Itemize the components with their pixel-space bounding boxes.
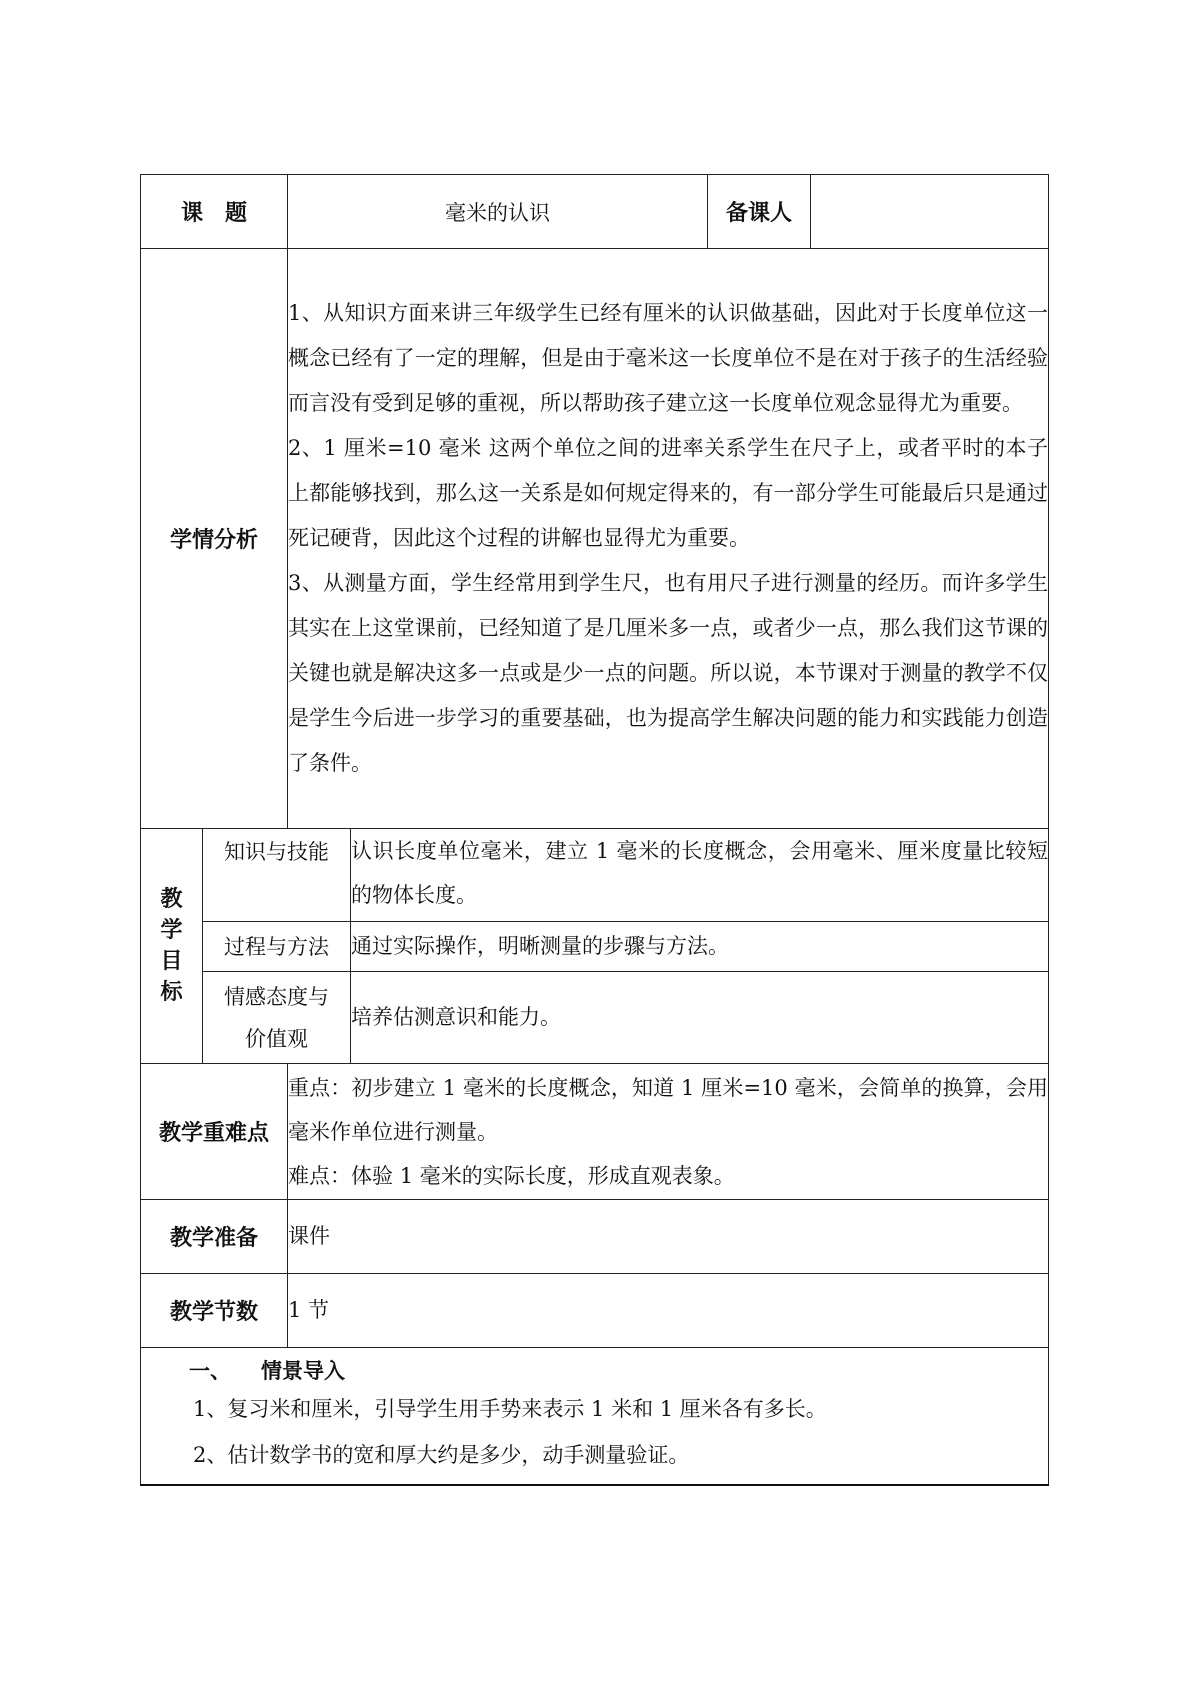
goals-label bbox=[141, 829, 203, 1064]
preparation-label: 教学准备 bbox=[141, 1200, 288, 1274]
goal-name-knowledge: 知识与技能 bbox=[203, 829, 351, 922]
goal-row-attitude bbox=[141, 972, 1049, 1064]
process-step-2: 2、估计数学书的宽和厚大约是多少，动手测量验证。 bbox=[193, 1443, 690, 1467]
sessions-value: 1 节 bbox=[288, 1274, 1049, 1348]
goal-name-process: 过程与方法 bbox=[203, 922, 351, 972]
section-number: 一、 bbox=[189, 1359, 231, 1383]
preparer-value bbox=[811, 175, 1049, 249]
section-title: 情景导入 bbox=[261, 1359, 345, 1383]
section-heading bbox=[141, 1356, 1048, 1386]
sessions-row bbox=[141, 1274, 1049, 1348]
sessions-label: 教学节数 bbox=[141, 1274, 288, 1348]
lesson-plan-table bbox=[140, 174, 1049, 1486]
header-row bbox=[141, 175, 1049, 249]
topic-value: 毫米的认识 bbox=[288, 175, 708, 249]
process-content bbox=[141, 1348, 1049, 1486]
preparer-label: 备课人 bbox=[708, 175, 811, 249]
process-row bbox=[141, 1348, 1049, 1486]
goal-row-knowledge bbox=[141, 829, 1049, 922]
analysis-label: 学情分析 bbox=[141, 249, 288, 829]
key-points-focus: 重点：初步建立 1 毫米的长度概念，知道 1 厘米=10 毫米，会简单的换算，会用毫米作单位进行测量。 bbox=[288, 1075, 1049, 1144]
goal-text-knowledge: 认识长度单位毫米，建立 1 毫米的长度概念，会用毫米、厘米度量比较短的物体长度。 bbox=[351, 829, 1049, 922]
key-points-row bbox=[141, 1064, 1049, 1200]
lesson-plan-page bbox=[140, 174, 1048, 1486]
preparation-row bbox=[141, 1200, 1049, 1274]
goal-row-process bbox=[141, 922, 1049, 972]
analysis-content bbox=[288, 249, 1049, 829]
analysis-paragraph-2: 2、1 厘米=10 毫米 这两个单位之间的进率关系学生在尺子上，或者平时的本子上都能够找到，那么这一关系是如何规定得来的，有一部分学生可能最后只是通过死记硬背，因此这个过程的讲解也显得尤为重要。 bbox=[288, 436, 1049, 550]
process-step-1: 1、复习米和厘米，引导学生用手势来表示 1 米和 1 厘米各有多长。 bbox=[193, 1397, 827, 1421]
topic-label: 课 题 bbox=[141, 175, 288, 249]
goal-text-attitude: 培养估测意识和能力。 bbox=[351, 972, 1049, 1064]
goals-label-text: 教学目标 bbox=[160, 887, 183, 1005]
goal-text-process: 通过实际操作，明晰测量的步骤与方法。 bbox=[351, 922, 1049, 972]
key-points-content bbox=[288, 1064, 1049, 1200]
goal-name-attitude-text: 情感态度与价值观 bbox=[224, 984, 329, 1051]
analysis-row bbox=[141, 249, 1049, 829]
key-points-label: 教学重难点 bbox=[141, 1064, 288, 1200]
key-points-difficulty: 难点：体验 1 毫米的实际长度，形成直观表象。 bbox=[288, 1163, 735, 1188]
preparation-value: 课件 bbox=[288, 1200, 1049, 1274]
analysis-paragraph-3: 3、从测量方面，学生经常用到学生尺，也有用尺子进行测量的经历。而许多学生其实在上这堂课前，已经知道了是几厘米多一点，或者少一点，那么我们这节课的关键也就是解决这多一点或是少一点的问题。所以说，本节课对于测量的教学不仅是学生今后进一步学习的重要基础，也为提高学生解决问题的能力和实践能力创造了条件。 bbox=[288, 571, 1049, 775]
analysis-paragraph-1: 1、从知识方面来讲三年级学生已经有厘米的认识做基础，因此对于长度单位这一概念已经有了一定的理解，但是由于毫米这一长度单位不是在对于孩子的生活经验而言没有受到足够的重视，所以帮助孩子建立这一长度单位观念显得尤为重要。 bbox=[288, 301, 1049, 415]
goal-name-attitude bbox=[203, 972, 351, 1064]
